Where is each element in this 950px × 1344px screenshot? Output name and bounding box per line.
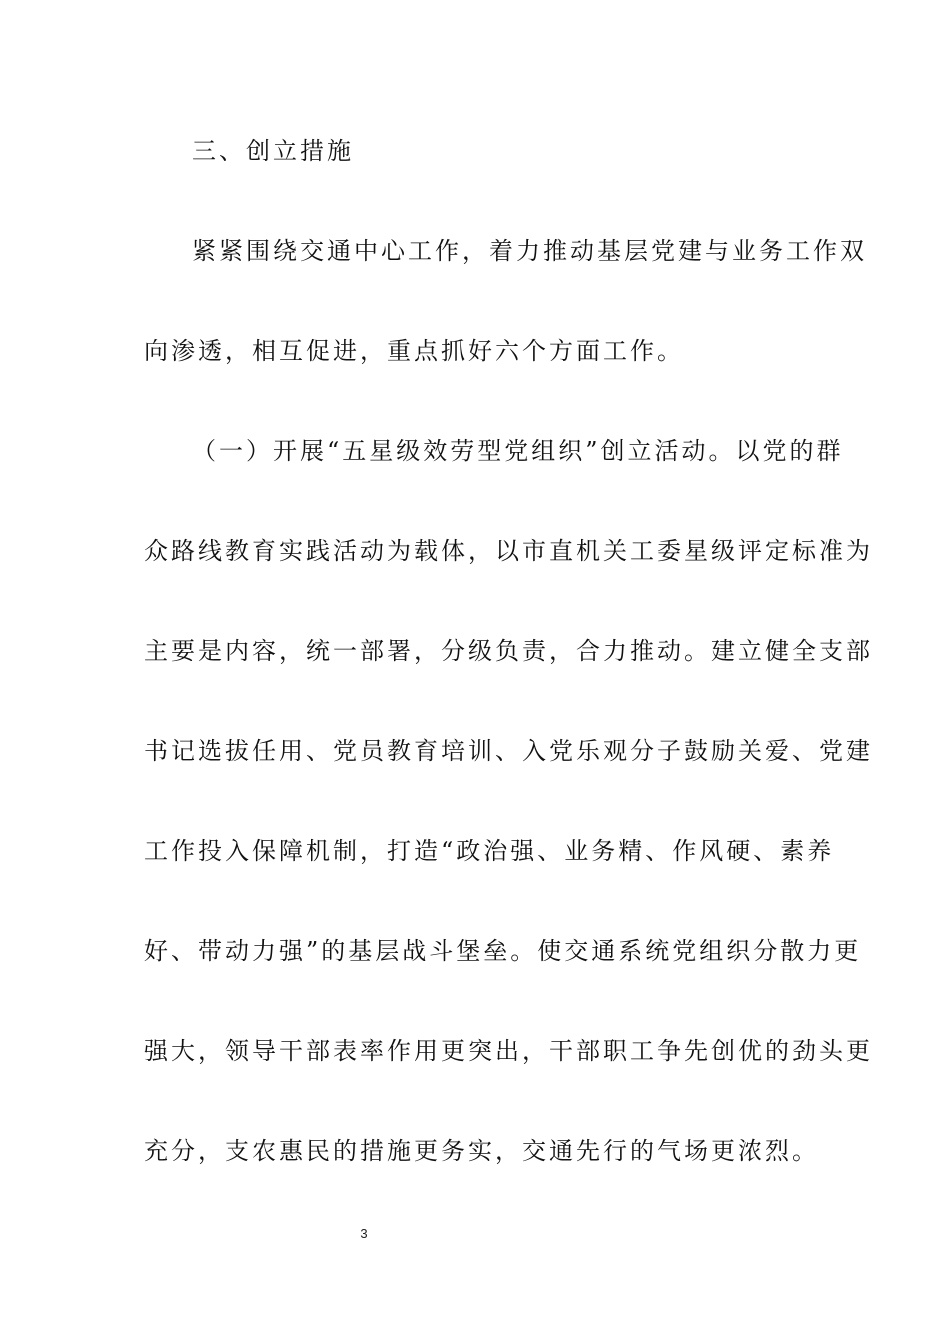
paragraph-line: 好、带动力强”的基层战斗堡垒。使交通系统党组织分散力更 xyxy=(144,937,862,965)
paragraph-line: 众路线教育实践活动为载体，以市直机关工委星级评定标准为 xyxy=(144,537,873,565)
paragraph-line: 工作投入保障机制，打造“政治强、业务精、作风硬、素养 xyxy=(144,837,835,865)
paragraph-line: 向渗透，相互促进，重点抓好六个方面工作。 xyxy=(144,337,684,365)
paragraph-line: 书记选拔任用、党员教育培训、入党乐观分子鼓励关爱、党建 xyxy=(144,737,873,765)
section-heading: 三、创立措施 xyxy=(192,137,354,165)
paragraph-line: （一）开展“五星级效劳型党组织”创立活动。以党的群 xyxy=(192,437,844,465)
paragraph-line: 主要是内容，统一部署，分级负责，合力推动。建立健全支部 xyxy=(144,637,873,665)
paragraph-line: 充分，支农惠民的措施更务实，交通先行的气场更浓烈。 xyxy=(144,1137,819,1165)
paragraph-line: 强大，领导干部表率作用更突出，干部职工争先创优的劲头更 xyxy=(144,1037,873,1065)
page-number: 3 xyxy=(360,1226,368,1241)
paragraph-line: 紧紧围绕交通中心工作，着力推动基层党建与业务工作双 xyxy=(192,237,867,265)
